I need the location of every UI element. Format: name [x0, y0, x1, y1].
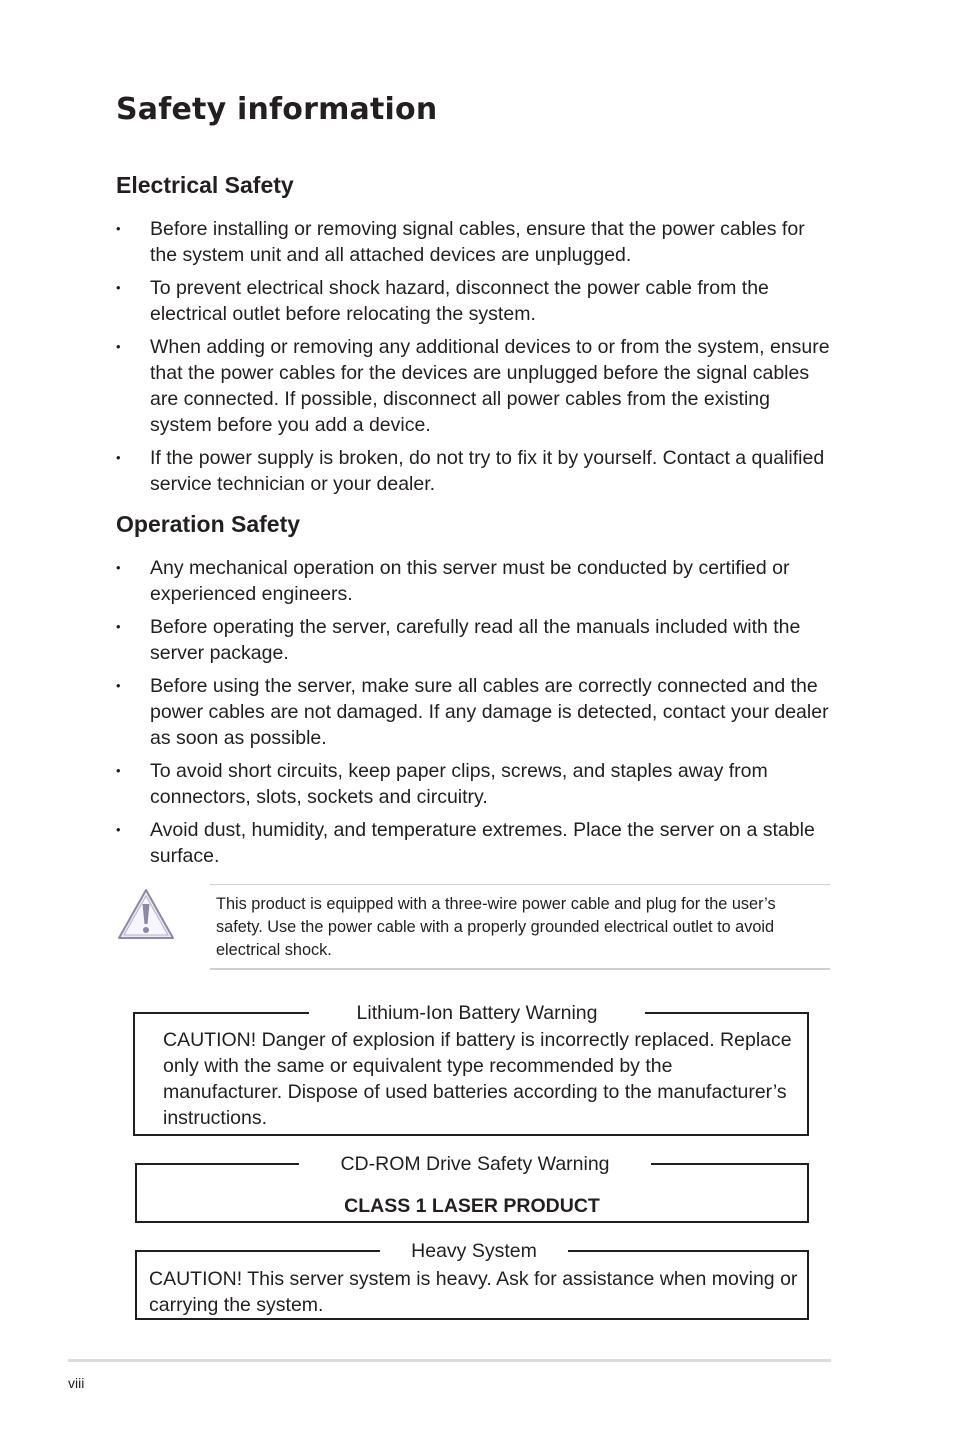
- list-item: • Before installing or removing signal cables, ensure that the power cables for the system unit and all attached devices are unplugged.: [116, 216, 836, 268]
- page-number: viii: [68, 1375, 85, 1391]
- list-item: • Avoid dust, humidity, and temperature extremes. Place the server on a stable surface.: [116, 817, 836, 869]
- list-item: • If the power supply is broken, do not try to fix it by yourself. Contact a qualified service technician or your dealer.: [116, 445, 836, 497]
- page-title: Safety information: [116, 92, 438, 127]
- electrical-safety-heading: Electrical Safety: [116, 172, 294, 198]
- electrical-safety-list: [116, 216, 836, 504]
- warning-triangle-icon: [116, 886, 176, 942]
- heavy-system-warning-title: Heavy System: [380, 1239, 568, 1263]
- operation-safety-list: [116, 555, 836, 876]
- list-item: • To avoid short circuits, keep paper clips, screws, and staples away from connectors, slots, sockets and circuitry.: [116, 758, 836, 810]
- list-item: • To prevent electrical shock hazard, disconnect the power cable from the electrical outlet before relocating the system.: [116, 275, 836, 327]
- battery-warning-title: Lithium-Ion Battery Warning: [309, 1001, 645, 1025]
- footer-divider: [68, 1359, 831, 1362]
- list-item: • Before using the server, make sure all cables are correctly connected and the power cables are not damaged. If any damage is detected, contact your dealer as soon as possible.: [116, 673, 836, 751]
- battery-warning-body: CAUTION! Danger of explosion if battery is incorrectly replaced. Replace only with the same or equivalent type recommended by the manufacturer. Dispose of used batteries according to the manufacturer’s instructions.: [163, 1029, 792, 1129]
- operation-safety-heading: Operation Safety: [116, 511, 301, 537]
- battery-warning-box: [133, 1002, 809, 1136]
- list-item: • Before operating the server, carefully read all the manuals included with the server package.: [116, 614, 836, 666]
- cdrom-warning-box: [135, 1153, 809, 1223]
- list-item: • Any mechanical operation on this server must be conducted by certified or experienced engineers.: [116, 555, 836, 607]
- cdrom-warning-title: CD-ROM Drive Safety Warning: [299, 1152, 651, 1176]
- caution-note-text-block: [210, 884, 830, 970]
- heavy-system-warning-box: [135, 1240, 809, 1320]
- cdrom-warning-body: CLASS 1 LASER PRODUCT: [344, 1195, 600, 1217]
- list-item: • When adding or removing any additional devices to or from the system, ensure that the power cables for the devices are unplugged before the signal cables are connected. If possible, disconnect all power cables from the existing system before you add a device.: [116, 334, 836, 438]
- caution-note-text: This product is equipped with a three-wire power cable and plug for the user’s safety. Use the power cable with a properly grounded electrical outlet to avoid electrical shock.: [216, 895, 776, 959]
- caution-note: [116, 884, 830, 972]
- heavy-system-warning-body: CAUTION! This server system is heavy. Ask for assistance when moving or carrying the system.: [149, 1268, 798, 1316]
